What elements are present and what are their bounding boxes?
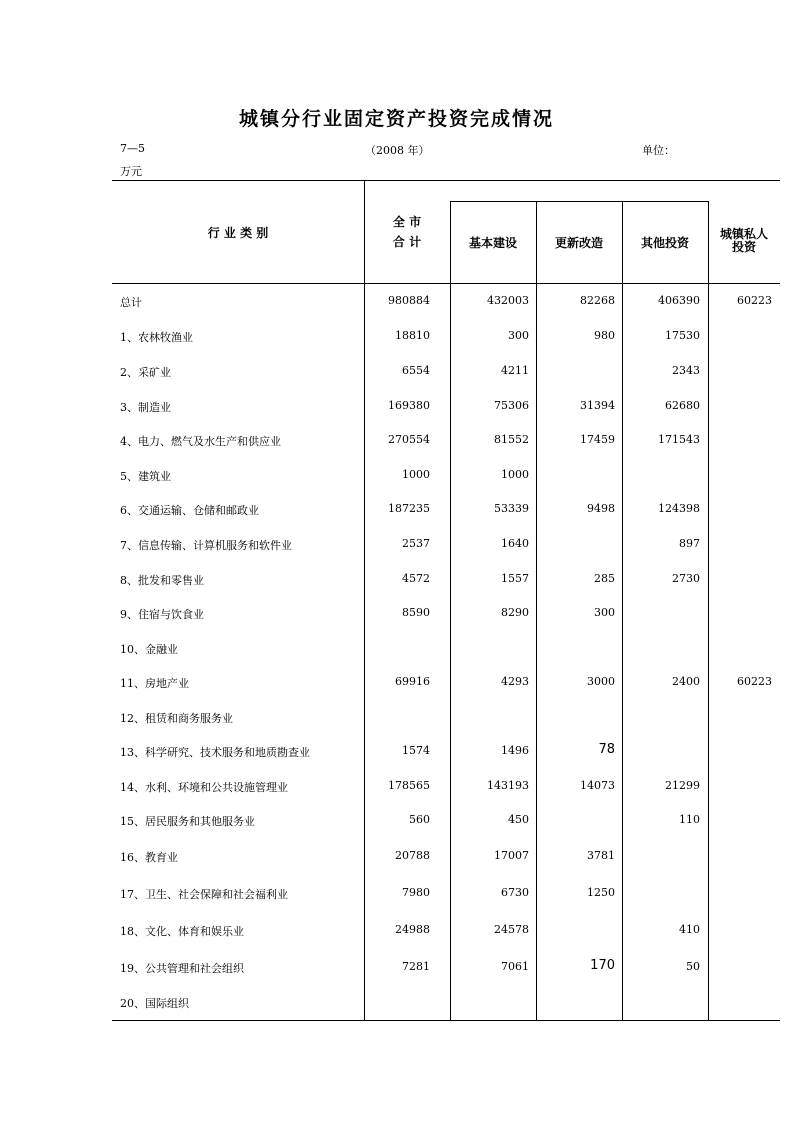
cell-total: 270554 (388, 433, 430, 446)
cell-other: 110 (679, 813, 700, 826)
row-name: 2、采矿业 (120, 366, 171, 379)
cell-renewal: 980 (594, 329, 615, 342)
cell-total: 1000 (402, 468, 430, 481)
cell-renewal: 3000 (587, 675, 615, 688)
cell-renewal: 82268 (580, 294, 615, 307)
table-number: 7—5 (120, 142, 145, 155)
cell-private: 60223 (737, 675, 772, 688)
table-row (0, 741, 793, 761)
cell-renewal: 300 (594, 606, 615, 619)
cell-renewal: 9498 (587, 502, 615, 515)
cell-renewal: 78 (598, 742, 615, 757)
cell-basic: 6730 (501, 886, 529, 899)
table-row (0, 672, 793, 692)
row-name: 4、电力、燃气及水生产和供应业 (120, 435, 281, 448)
cell-other: 17530 (665, 329, 700, 342)
table-row (0, 957, 793, 977)
header-total-line1: 全 市 (392, 215, 422, 229)
row-name: 19、公共管理和社会组织 (120, 962, 244, 975)
page-title: 城镇分行业固定资产投资完成情况 (238, 108, 554, 130)
header-total-line2: 合 计 (392, 235, 422, 249)
cell-total: 6554 (402, 364, 430, 377)
cell-basic: 81552 (494, 433, 529, 446)
table-row (0, 396, 793, 416)
cell-total: 1574 (402, 744, 430, 757)
cell-total: 169380 (388, 399, 430, 412)
row-name: 16、教育业 (120, 851, 178, 864)
cell-basic: 24578 (494, 923, 529, 936)
cell-total: 8590 (402, 606, 430, 619)
cell-other: 50 (686, 960, 700, 973)
row-name: 14、水利、环境和公共设施管理业 (120, 781, 288, 794)
cell-private: 60223 (737, 294, 772, 307)
header-bottom-border (112, 283, 780, 284)
cell-total: 7980 (402, 886, 430, 899)
cell-other: 2400 (672, 675, 700, 688)
year-label: （2008 年） (365, 144, 430, 157)
cell-other: 171543 (658, 433, 700, 446)
cell-renewal: 1250 (587, 886, 615, 899)
cell-basic: 1557 (501, 572, 529, 585)
header-other: 其他投资 (640, 236, 689, 250)
cell-other: 124398 (658, 502, 700, 515)
header-basic: 基本建设 (468, 236, 517, 250)
row-name: 6、交通运输、仓储和邮政业 (120, 504, 259, 517)
cell-total: 980884 (388, 294, 430, 307)
table-row (0, 291, 793, 311)
row-name: 7、信息传输、计算机服务和软件业 (120, 539, 292, 552)
table-row (0, 776, 793, 796)
cell-renewal: 285 (594, 572, 615, 585)
row-name: 3、制造业 (120, 401, 171, 414)
row-name: 13、科学研究、技术服务和地质勘查业 (120, 746, 310, 759)
row-name: 5、建筑业 (120, 470, 171, 483)
cell-total: 4572 (402, 572, 430, 585)
table-row (0, 810, 793, 830)
cell-basic: 4211 (501, 364, 529, 377)
cell-total: 20788 (395, 849, 430, 862)
cell-basic: 1000 (501, 468, 529, 481)
table-row (0, 883, 793, 903)
cell-total: 69916 (395, 675, 430, 688)
cell-other: 2343 (672, 364, 700, 377)
cell-basic: 450 (508, 813, 529, 826)
cell-total: 187235 (388, 502, 430, 515)
cell-other: 2730 (672, 572, 700, 585)
cell-renewal: 170 (590, 958, 615, 973)
table-row (0, 465, 793, 485)
table-row (0, 534, 793, 554)
cell-other: 21299 (665, 779, 700, 792)
row-name: 17、卫生、社会保障和社会福利业 (120, 888, 288, 901)
table-row (0, 430, 793, 450)
header-renewal: 更新改造 (554, 236, 603, 250)
row-name: 11、房地产业 (120, 677, 189, 690)
row-name: 总计 (120, 296, 142, 309)
row-name: 8、批发和零售业 (120, 574, 204, 587)
row-name: 10、金融业 (120, 643, 178, 656)
row-name: 9、住宿与饮食业 (120, 608, 204, 621)
header-total (364, 214, 450, 250)
cell-other: 62680 (665, 399, 700, 412)
cell-basic: 7061 (501, 960, 529, 973)
cell-basic: 8290 (501, 606, 529, 619)
table-row (0, 499, 793, 519)
cell-total: 2537 (402, 537, 430, 550)
cell-basic: 4293 (501, 675, 529, 688)
row-name: 1、农林牧渔业 (120, 331, 193, 344)
cell-other: 410 (679, 923, 700, 936)
table-row (0, 846, 793, 866)
unit-label: 单位： (642, 144, 675, 157)
header-private-line1: 城镇私人 (719, 227, 768, 241)
cell-renewal: 3781 (587, 849, 615, 862)
table-top-border (112, 180, 780, 181)
row-name: 15、居民服务和其他服务业 (120, 815, 255, 828)
table-row (0, 361, 793, 381)
cell-basic: 143193 (487, 779, 529, 792)
table-row (0, 569, 793, 589)
cell-basic: 1640 (501, 537, 529, 550)
row-name: 18、文化、体育和娱乐业 (120, 925, 244, 938)
cell-renewal: 14073 (580, 779, 615, 792)
row-name: 12、租赁和商务服务业 (120, 712, 233, 725)
unit-value: 万元 (120, 165, 142, 178)
cell-total: 7281 (402, 960, 430, 973)
cell-renewal: 17459 (580, 433, 615, 446)
table-row (0, 326, 793, 346)
table-row (0, 707, 793, 727)
header-private (708, 228, 780, 254)
header-industry: 行 业 类 别 (207, 226, 269, 240)
table-row (0, 603, 793, 623)
cell-basic: 17007 (494, 849, 529, 862)
table-row (0, 992, 793, 1012)
table-bottom-border (112, 1020, 780, 1021)
cell-basic: 75306 (494, 399, 529, 412)
row-name: 20、国际组织 (120, 997, 189, 1010)
cell-basic: 53339 (494, 502, 529, 515)
cell-total: 18810 (395, 329, 430, 342)
cell-total: 178565 (388, 779, 430, 792)
table-row (0, 638, 793, 658)
table-row (0, 920, 793, 940)
cell-total: 560 (409, 813, 430, 826)
cell-other: 897 (679, 537, 700, 550)
header-private-line2: 投资 (731, 240, 756, 254)
cell-basic: 1496 (501, 744, 529, 757)
cell-total: 24988 (395, 923, 430, 936)
cell-basic: 432003 (487, 294, 529, 307)
subheader-border (450, 201, 708, 202)
cell-other: 406390 (658, 294, 700, 307)
cell-renewal: 31394 (580, 399, 615, 412)
cell-basic: 300 (508, 329, 529, 342)
